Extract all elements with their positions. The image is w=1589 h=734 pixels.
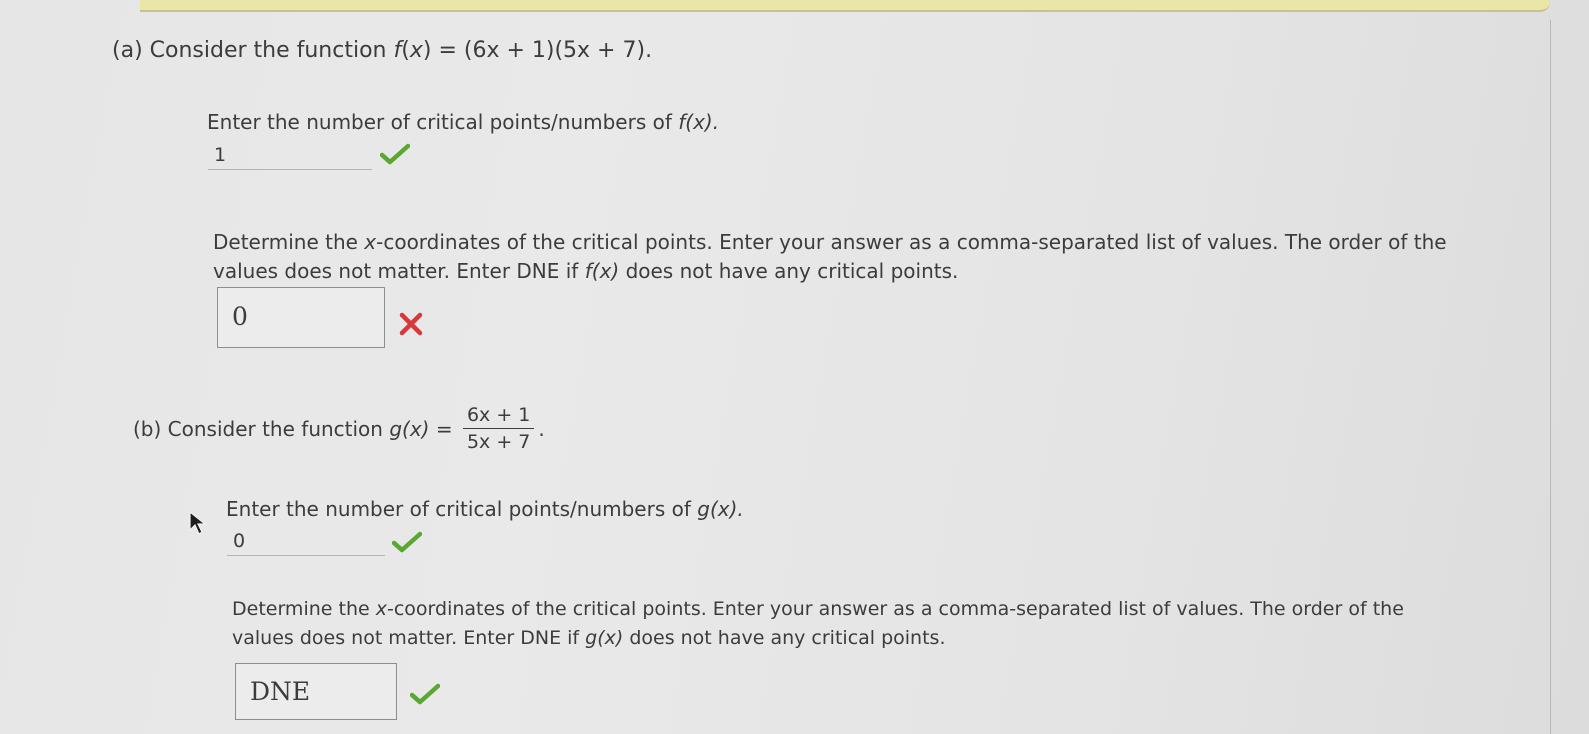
content-border [1550,20,1551,734]
coords-text: values does not matter. Enter DNE if [232,627,580,649]
part-a-var: x [409,38,423,63]
part-b-fn: g(x) [389,416,430,441]
part-a-count-input[interactable]: 1 [208,142,372,170]
coords-text: -coordinates of the critical points. Enter your answer as a comma-separated list of values. The order of the [376,230,1447,254]
coords-text: Determine the [213,230,358,254]
part-a-fn: f [393,38,402,63]
coords-text: does not have any critical points. [629,627,946,649]
correct-checkmark-icon [410,683,440,705]
coords-text: values does not matter. Enter DNE if [213,259,579,283]
correct-checkmark-icon [380,143,410,165]
part-a-statement: (a) Consider the function f(x) = (6x + 1)(5x + 7). [112,38,653,63]
part-a-count-prompt-text: Enter the number of critical points/numbers of [207,110,672,134]
part-b-count-input[interactable]: 0 [227,528,385,556]
part-b-count-prompt-text: Enter the number of critical points/numbers of [226,497,691,521]
part-b-period: . [538,416,545,441]
part-a-expression: = (6x + 1)(5x + 7). [438,38,653,63]
part-a-count-prompt [207,110,719,134]
coords-fn: g(x) [585,627,624,649]
part-b-coords-input[interactable]: DNE [235,663,397,720]
fraction-denominator: 5x + 7 [466,431,531,453]
part-a-coords-input[interactable]: 0 [217,287,385,348]
top-banner-strip [140,0,1550,12]
coords-text: -coordinates of the critical points. Enter your answer as a comma-separated list of values. The order of the [386,598,1404,620]
part-b-fraction [463,404,534,453]
coords-var: x [375,598,387,620]
part-a-coords-prompt [213,228,1533,286]
part-b-count-prompt [226,497,744,521]
part-b-equals: = [435,416,453,441]
part-b-statement [133,404,545,453]
fraction-numerator: 6x + 1 [463,404,534,429]
mouse-cursor-icon [188,510,208,536]
coords-text: Determine the [232,598,370,620]
part-b-prefix: (b) Consider the function [133,416,383,441]
coords-text: does not have any critical points. [625,259,959,283]
part-b-coords-prompt [232,595,1532,653]
incorrect-cross-icon [399,312,423,336]
part-a-count-prompt-fn: f(x). [678,110,720,134]
coords-fn: f(x) [584,259,620,283]
part-b-count-prompt-fn: g(x). [697,497,744,521]
part-a-prefix: (a) Consider the function [112,38,387,63]
coords-var: x [364,230,377,254]
correct-checkmark-icon [392,531,422,553]
